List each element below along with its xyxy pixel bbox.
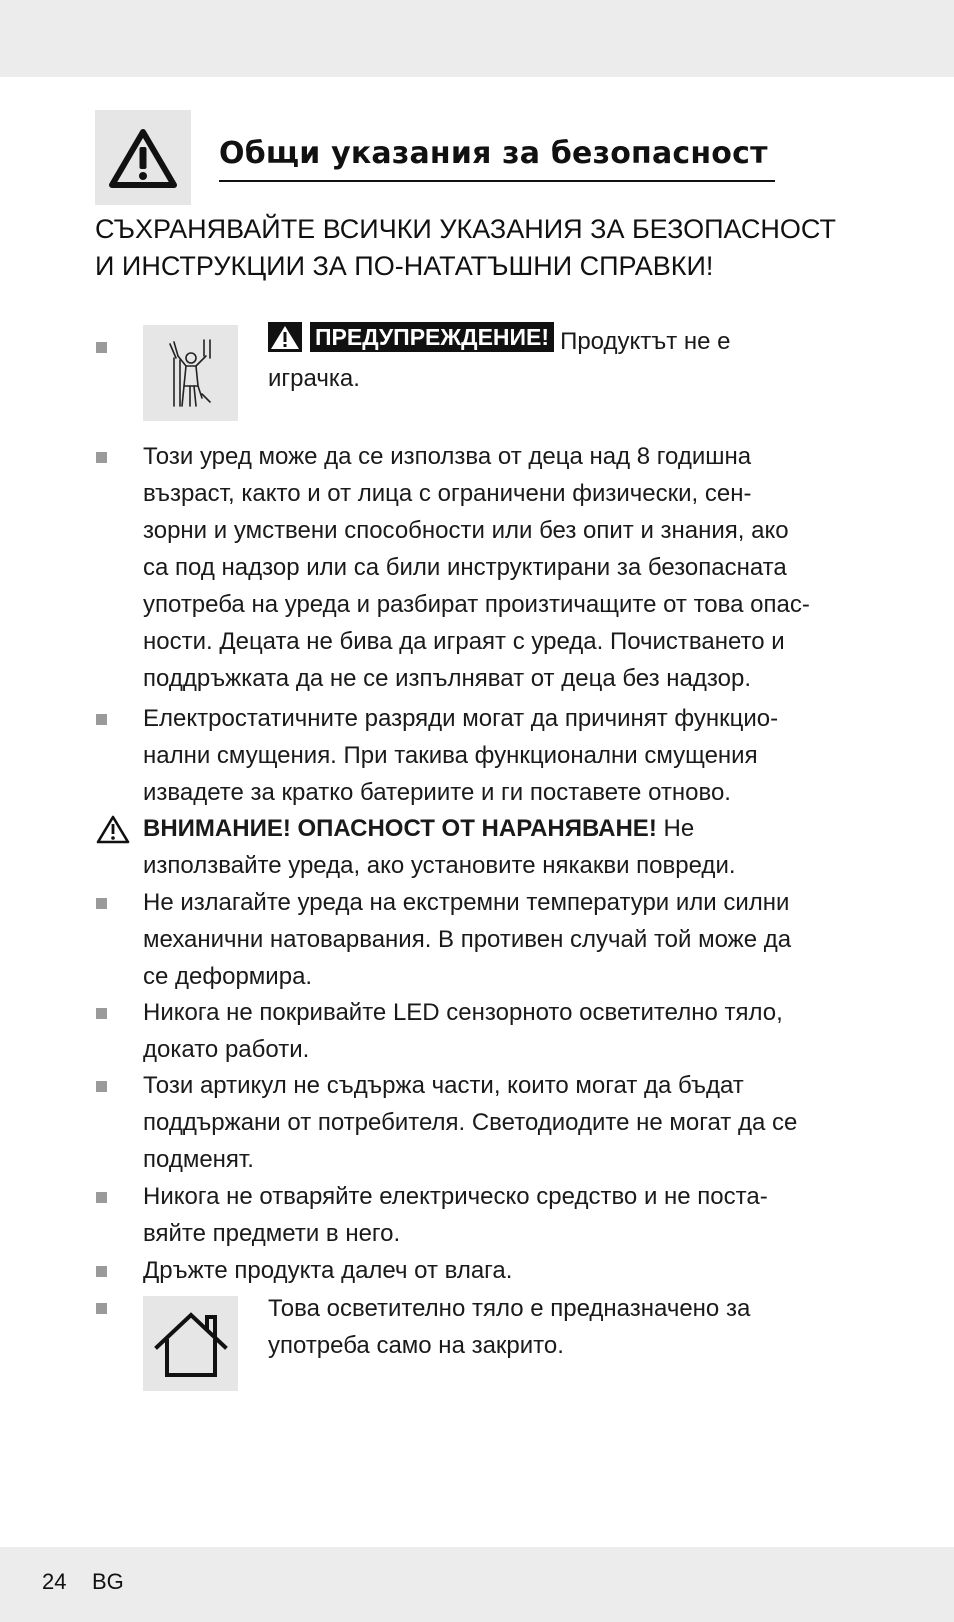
text-line: са под надзор или са били инструктирани за безопасната (143, 554, 787, 581)
text-line: Този уред може да се използва от деца над 8 годишна (143, 443, 752, 470)
electrostatic-paragraph (143, 700, 863, 811)
bullet (96, 342, 107, 353)
child-hanging-icon (160, 336, 222, 410)
page-number: 24 (42, 1569, 67, 1594)
bullet (96, 452, 107, 463)
cover-paragraph (143, 994, 863, 1068)
text-line: възраст, както и от лица с ограничени физически, сен- (143, 480, 752, 507)
moisture-paragraph (143, 1252, 863, 1289)
parts-paragraph (143, 1067, 863, 1178)
house-icon (151, 1309, 231, 1379)
intro-line-1: СЪХРАНЯВАЙТЕ ВСИЧКИ УКАЗАНИЯ ЗА БЕЗОПАСНОСТ (95, 214, 837, 244)
text-line: Не излагайте уреда на екстремни температури или силни (143, 889, 790, 916)
text-line: поддържани от потребителя. Светодиодите не могат да се (143, 1109, 798, 1136)
text-line: нални смущения. При такива функционални смущения (143, 742, 758, 769)
caution-paragraph (143, 810, 863, 884)
text-line: Никога не отваряйте електрическо средство и не поста- (143, 1183, 768, 1210)
open-paragraph (143, 1178, 863, 1252)
bullet (96, 898, 107, 909)
text-line: Този артикул не съдържа части, които могат да бъдат (143, 1072, 744, 1099)
page-title: Общи указания за безопасност (219, 136, 768, 171)
text-line: Това осветително тяло е предназначено за (268, 1295, 751, 1322)
caution-triangle-icon (96, 814, 130, 844)
house-icon-box (143, 1296, 238, 1391)
footer-band (0, 1547, 954, 1622)
language-code: BG (92, 1569, 124, 1594)
text-line: извадете за кратко батериите и ги поставете отново. (143, 779, 731, 806)
warning-toy-line-2: играчка. (268, 365, 360, 392)
bullet (96, 1266, 107, 1277)
bullet (96, 714, 107, 725)
text-line: използвайте уреда, ако установите някакви повреди. (143, 852, 736, 879)
text-line: зорни и умствени способности или без опит и знания, ако (143, 517, 789, 544)
warning-toy-line-1: Продуктът не е (560, 328, 731, 355)
children-paragraph (143, 438, 863, 697)
text-line: Не (656, 815, 695, 842)
text-line: се деформира. (143, 963, 313, 990)
indoor-paragraph (268, 1290, 868, 1364)
bullet (96, 1008, 107, 1019)
text-line: употреба на уреда и разбират произтичащите от това опас- (143, 591, 810, 618)
text-line: вяйте предмети в него. (143, 1220, 401, 1247)
text-line: докато работи. (143, 1036, 310, 1063)
temperature-paragraph (143, 884, 863, 995)
warning-small-icon (268, 322, 302, 352)
text-line: Електростатичните разряди могат да причинят функцио- (143, 705, 779, 732)
text-line: употреба само на закрито. (268, 1332, 564, 1359)
bullet (96, 1192, 107, 1203)
title-underline (219, 180, 775, 182)
warning-toy-text (268, 322, 868, 397)
caution-heading: ВНИМАНИЕ! ОПАСНОСТ ОТ НАРАНЯВАНЕ! (143, 815, 657, 842)
text-line: Дръжте продукта далеч от влага. (143, 1257, 513, 1284)
text-line: Никога не покривайте LED сензорното осветително тяло, (143, 999, 783, 1026)
text-line: ности. Децата не бива да играят с уреда. Почистването и (143, 628, 785, 655)
text-line: поддръжката да не се изпълняват от деца без надзор. (143, 665, 752, 692)
text-line: подменят. (143, 1146, 254, 1173)
text-line: механични натоварвания. В противен случай той може да (143, 926, 792, 953)
warning-tag: ПРЕДУПРЕЖДЕНИЕ! (310, 322, 554, 352)
child-icon-box (143, 325, 238, 421)
intro-line-2: И ИНСТРУКЦИИ ЗА ПО-НАТАТЪШНИ СПРАВКИ! (95, 251, 714, 281)
warning-box (95, 110, 191, 205)
bullet (96, 1303, 107, 1314)
warning-triangle-icon (108, 127, 178, 189)
bullet (96, 1081, 107, 1092)
top-band (0, 0, 954, 77)
